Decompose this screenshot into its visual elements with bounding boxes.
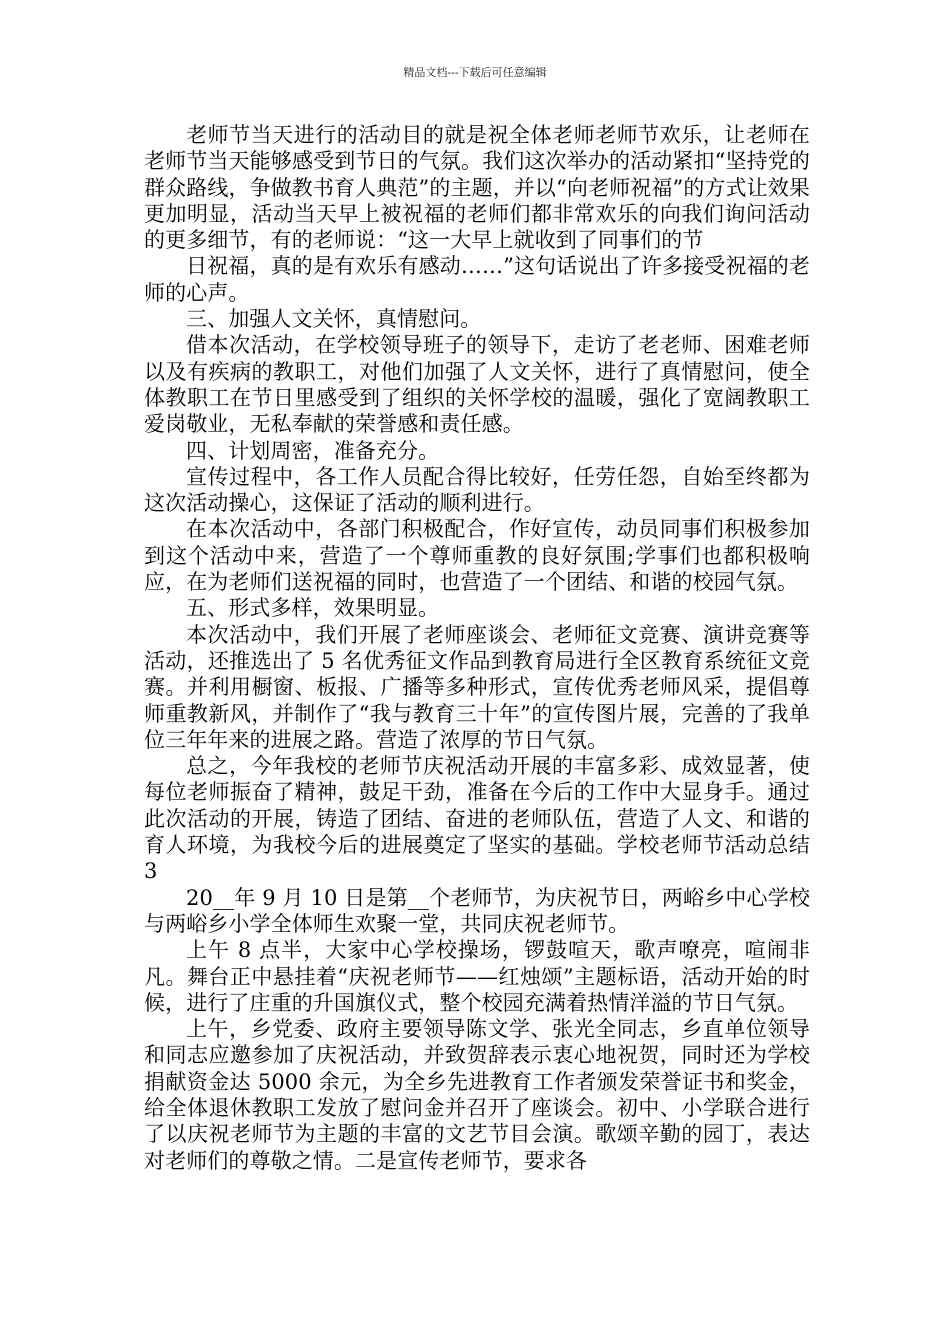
section-heading: 三、加强人文关怀，真情慰问。: [186, 307, 482, 332]
paragraph: 宣传过程中，各工作人员配合得比较好，任劳任怨，自始至终都为这次活动操心，这保证了活动的顺利进行。: [144, 464, 810, 516]
paragraph: 总之，今年我校的老师节庆祝活动开展的丰富多彩、成效显著，使每位老师振奋了精神，鼓足干劲，准备在今后的工作中大显身手。通过此次活动的开展，铸造了团结、奋进的老师队伍，营造了人文、和谐的育人环境，为我校今后的进展奠定了坚实的基础。学校老师节活动总结 3: [144, 754, 810, 884]
section-heading: 四、计划周密，准备充分。: [186, 438, 440, 463]
paragraph: 在本次活动中，各部门积极配合，作好宣传，动员同事们积极参加到这个活动中来，营造了一个尊师重教的良好氛围;学事们也都积极响应，在为老师们送祝福的同时，也营造了一个团结、和谐的校园气氛。: [144, 517, 810, 595]
paragraph: 老师节当天进行的活动目的就是祝全体老师老师节欢乐，让老师在老师节当天能够感受到节日的气氛。我们这次举办的活动紧扣“坚持党的群众路线，争做教书育人典范”的主题，并以“向老师祝福”的方式让效果更加明显，活动当天早上被祝福的老师们都非常欢乐的向我们询问活动的更多细节，有的老师说：“这一大早上就收到了同事们的节: [144, 123, 810, 253]
page-header: 精品文档---下载后可任意编辑: [403, 66, 547, 79]
paragraph: 上午 8 点半，大家中心学校操场，锣鼓喧天，歌声嘹亮，喧闹非凡。舞台正中悬挂着“庆祝老师节——红烛颂”主题标语，活动开始的时候，进行了庄重的升国旗仪式，整个校园充满着热情洋溢的节日气氛。: [144, 938, 810, 1015]
paragraph: 20__年 9 月 10 日是第__个老师节，为庆祝节日，两峪乡中心学校与两峪乡小学全体师生欢聚一堂，共同庆祝老师节。: [144, 885, 810, 936]
paragraph: 借本次活动，在学校领导班子的领导下，走访了老老师、困难老师以及有疾病的教职工，对他们加强了人文关怀，进行了真情慰问，使全体教职工在节日里感受到了组织的关怀学校的温暖，强化了宽阔教职工爱岗敬业，无私奉献的荣誉感和责任感。: [144, 333, 810, 437]
paragraph: 上午，乡党委、政府主要领导陈文学、张光全同志，乡直单位领导和同志应邀参加了庆祝活动，并致贺辞表示衷心地祝贺，同时还为学校捐献资金达 5000 余元，为全乡先进教育工作者颁发荣誉证书和奖金，给全体退休教职工发放了慰问金并召开了座谈会。初中、小学联合进行了以庆祝老师节为主题的丰富的文艺节目会演。歌颂辛勤的园丁，表达对老师们的尊敬之情。二是宣传老师节，要求各: [144, 1017, 810, 1173]
section-heading: 五、形式多样，效果明显。: [186, 596, 440, 621]
paragraph: 本次活动中，我们开展了老师座谈会、老师征文竞赛、演讲竞赛等活动，还推选出了 5 名优秀征文作品到教育局进行全区教育系统征文竞赛。并利用橱窗、板报、广播等多种形式，宣传优秀老师风采，提倡尊师重教新风，并制作了“我与教育三十年”的宣传图片展，完善的了我单位三年年来的进展之路。营造了浓厚的节日气氛。: [144, 622, 810, 752]
document-body: [144, 122, 810, 1174]
paragraph: 日祝福，真的是有欢乐有感动……”这句话说出了许多接受祝福的老师的心声。: [144, 254, 810, 305]
